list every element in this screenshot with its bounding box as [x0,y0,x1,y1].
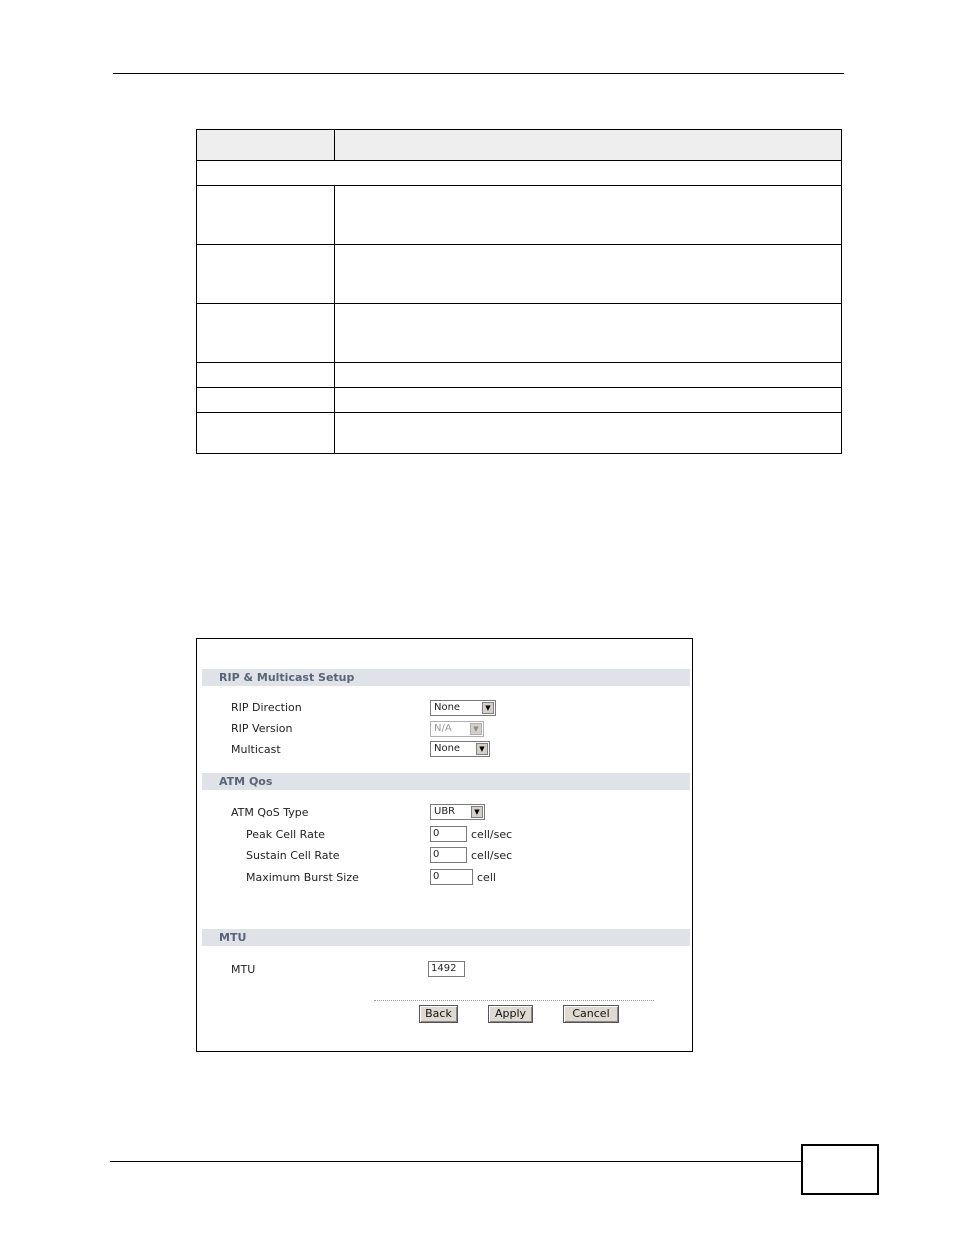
max-burst-size-label: Maximum Burst Size [246,871,359,884]
atm-qos-type-value: UBR [434,806,456,817]
table-cell [197,245,335,303]
mtu-input[interactable]: 1492 [428,961,465,977]
table-header-label-cell [197,130,335,160]
page-number-box [801,1144,879,1195]
sustain-cell-rate-unit: cell/sec [471,849,513,862]
multicast-value: None [434,743,461,754]
table-row [197,185,841,244]
rip-direction-label: RIP Direction [231,701,302,714]
mtu-label: MTU [231,963,256,976]
rip-direction-value: None [434,702,461,713]
chevron-down-icon[interactable]: ▼ [470,723,482,735]
table-cell [335,363,841,387]
peak-cell-rate-unit: cell/sec [471,828,513,841]
sustain-cell-rate-input[interactable]: 0 [430,847,467,863]
table-cell [197,161,841,185]
footer-rule [110,1161,802,1162]
table-cell [197,363,335,387]
section-header-mtu: MTU [202,929,690,946]
apply-button[interactable]: Apply [488,1005,533,1023]
panel-content [202,639,690,1051]
table-header-row [197,130,841,160]
description-table [196,129,842,454]
sustain-cell-rate-label: Sustain Cell Rate [246,849,340,862]
max-burst-size-unit: cell [477,871,496,884]
table-cell [197,388,335,412]
atm-qos-type-select[interactable] [430,804,485,820]
table-row [197,387,841,412]
table-row [197,362,841,387]
multicast-label: Multicast [231,743,281,756]
chevron-down-icon[interactable]: ▼ [471,806,483,818]
rip-version-select[interactable] [430,721,484,737]
table-cell [197,186,335,244]
table-cell [335,413,841,453]
section-header-rip-multicast: RIP & Multicast Setup [202,669,690,686]
multicast-select[interactable] [430,741,490,757]
table-cell [335,388,841,412]
table-cell [197,413,335,453]
buttons-divider [374,1000,654,1001]
table-row [197,160,841,185]
back-button[interactable]: Back [419,1005,458,1023]
chevron-down-icon[interactable]: ▼ [482,702,494,714]
rip-direction-select[interactable] [430,700,496,716]
chevron-down-icon[interactable]: ▼ [476,743,488,755]
table-row [197,244,841,303]
cancel-button[interactable]: Cancel [563,1005,619,1023]
rip-version-value: N/A [434,723,452,734]
table-row [197,412,841,453]
table-cell [197,304,335,362]
table-cell [335,245,841,303]
peak-cell-rate-label: Peak Cell Rate [246,828,325,841]
table-header-description-cell [335,130,841,160]
max-burst-size-input[interactable]: 0 [430,869,473,885]
peak-cell-rate-input[interactable]: 0 [430,826,467,842]
header-rule [113,73,844,74]
section-header-atm-qos: ATM Qos [202,773,690,790]
atm-qos-type-label: ATM QoS Type [231,806,309,819]
table-cell [335,304,841,362]
rip-version-label: RIP Version [231,722,293,735]
table-cell [335,186,841,244]
table-row [197,303,841,362]
rip-multicast-settings-panel [196,638,693,1052]
